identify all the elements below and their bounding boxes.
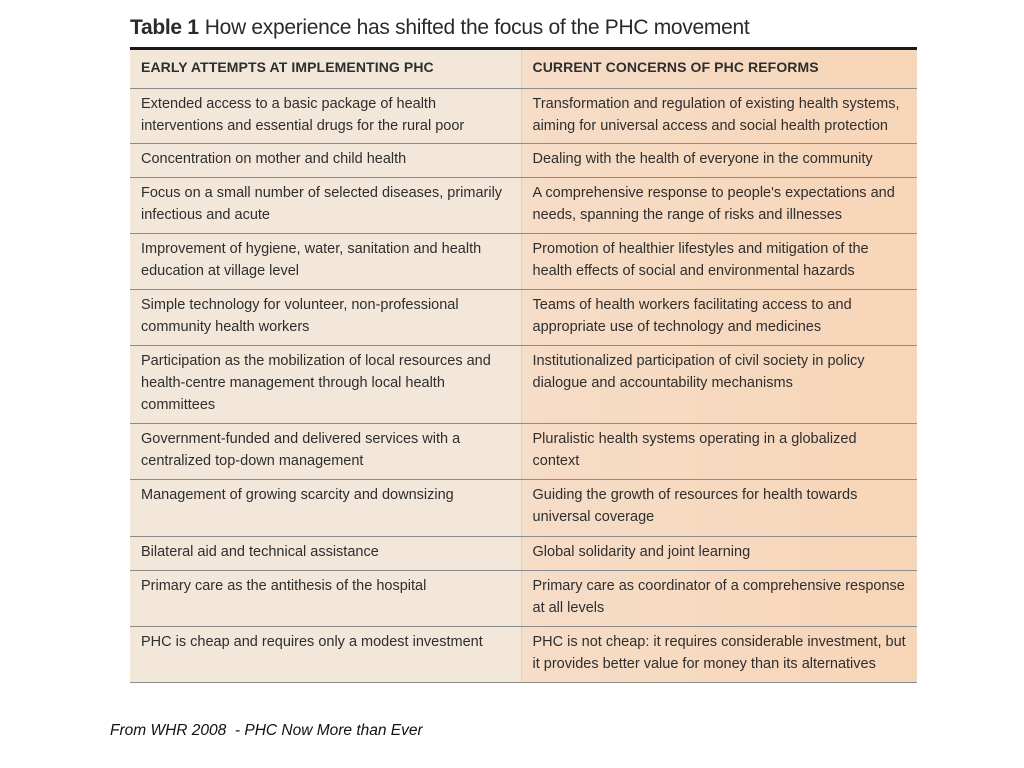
early-cell: Primary care as the antithesis of the hospital <box>130 570 521 626</box>
table-row <box>130 423 917 479</box>
current-cell: Promotion of healthier lifestyles and mitigation of the health effects of social and environmental hazards <box>521 233 917 289</box>
early-cell: Management of growing scarcity and downsizing <box>130 479 521 536</box>
table-caption: How experience has shifted the focus of the PHC movement <box>204 16 750 39</box>
current-cell: Institutionalized participation of civil society in policy dialogue and accountability mechanisms <box>521 345 917 423</box>
table-row <box>130 626 917 682</box>
table-row <box>130 88 917 143</box>
current-cell: Global solidarity and joint learning <box>521 536 917 570</box>
early-cell: Concentration on mother and child health <box>130 143 521 177</box>
current-cell: Teams of health workers facilitating access to and appropriate use of technology and medicines <box>521 289 917 345</box>
current-cell: Guiding the growth of resources for health towards universal coverage <box>521 479 917 536</box>
current-cell: Primary care as coordinator of a comprehensive response at all levels <box>521 570 917 626</box>
early-cell: Simple technology for volunteer, non-professional community health workers <box>130 289 521 345</box>
table-row <box>130 177 917 233</box>
table-row <box>130 289 917 345</box>
table-figure <box>130 12 917 683</box>
table-header-row <box>130 50 917 88</box>
current-cell: Dealing with the health of everyone in the community <box>521 143 917 177</box>
early-cell: PHC is cheap and requires only a modest investment <box>130 626 521 682</box>
early-cell: Participation as the mobilization of local resources and health-centre management through local health committees <box>130 345 521 423</box>
header-current-concerns: CURRENT CONCERNS OF PHC REFORMS <box>521 50 917 88</box>
table-row <box>130 233 917 289</box>
early-cell: Bilateral aid and technical assistance <box>130 536 521 570</box>
early-cell: Focus on a small number of selected diseases, primarily infectious and acute <box>130 177 521 233</box>
table-row <box>130 345 917 423</box>
table-label: Table 1 <box>130 16 199 39</box>
header-early-attempts: EARLY ATTEMPTS AT IMPLEMENTING PHC <box>130 50 521 88</box>
early-cell: Extended access to a basic package of health interventions and essential drugs for the rural poor <box>130 88 521 143</box>
table-row <box>130 570 917 626</box>
early-cell: Improvement of hygiene, water, sanitation and health education at village level <box>130 233 521 289</box>
early-cell: Government-funded and delivered services with a centralized top-down management <box>130 423 521 479</box>
table-row <box>130 479 917 536</box>
current-cell: A comprehensive response to people's expectations and needs, spanning the range of risks and illnesses <box>521 177 917 233</box>
current-cell: Transformation and regulation of existing health systems, aiming for universal access and social health protection <box>521 88 917 143</box>
source-note: From WHR 2008 - PHC Now More than Ever <box>110 722 423 739</box>
table-title <box>130 12 917 44</box>
table-row <box>130 143 917 177</box>
current-cell: Pluralistic health systems operating in a globalized context <box>521 423 917 479</box>
current-cell: PHC is not cheap: it requires considerable investment, but it provides better value for money than its alternatives <box>521 626 917 682</box>
phc-comparison-table <box>130 50 917 683</box>
table-row <box>130 536 917 570</box>
